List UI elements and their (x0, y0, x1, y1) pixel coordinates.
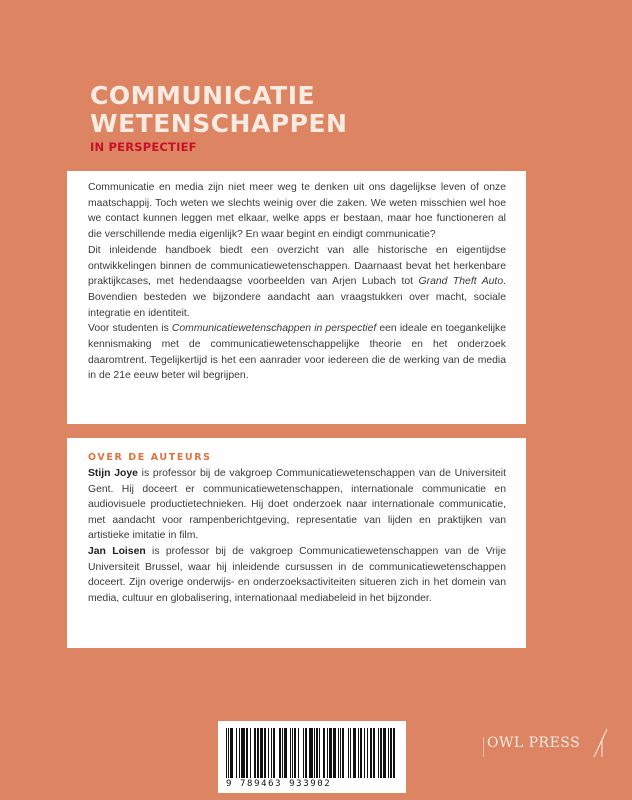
blurb-p2-text-b: . Bovendien besteden we bijzondere aandacht aan vraagstukken over macht, sociale integratie en identiteit. (88, 276, 506, 319)
blurb-panel (67, 171, 526, 424)
isbn-barcode (218, 721, 406, 793)
title-line-2: WETENSCHAPPEN (90, 109, 348, 138)
blurb-p3-text-a: Voor studenten is (88, 323, 172, 335)
blurb-p3-italic: Communicatiewetenschappen in perspectief (171, 323, 377, 335)
title-line-1: COMMUNICATIE (90, 81, 316, 110)
book-title (90, 82, 347, 155)
author-1-bio (88, 466, 506, 544)
publisher-name: OWL PRESS (487, 735, 581, 751)
book-subtitle: IN PERSPECTIEF (90, 140, 197, 154)
publisher-logo (483, 727, 613, 763)
authors-panel (67, 438, 526, 648)
blurb-paragraph-3 (88, 321, 506, 384)
author-1-name: Stijn Joye (88, 468, 138, 479)
barcode-bars (226, 728, 398, 778)
blurb-p2-italic: Grand Theft Auto (418, 276, 504, 288)
authors-heading: OVER DE AUTEURS (88, 452, 212, 463)
isbn-number: 9 789463 933902 (226, 779, 332, 789)
author-2-name: Jan Loisen (88, 545, 146, 557)
author-1-text: is professor bij de vakgroep Communicatiewetenschappen van de Universiteit Gent. Hij doceert er communicatiewetenschappen, internationale communicatie en audiovisuele productietechnieken. Hij doet onderzoek naar internationale communicatie, met aandacht voor rampenberichtgeving, representatie van lijden en praktijken van artistieke imitatie in film. (88, 468, 506, 542)
blurb-paragraph-1: Communicatie en media zijn niet meer weg te denken uit ons dagelijkse leven of onze maatschappij. Toch weten we slechts weinig over die zaken. We weten misschien wel hoe we contact kunnen leggen met elkaar, welke apps er bestaan, maar hoe functioneren al die verschillende media eigenlijk? En waar begint en eindigt communicatie? (88, 182, 506, 241)
blurb-paragraph-2 (88, 243, 506, 322)
author-2-text: is professor bij de vakgroep Communicatiewetenschappen van de Vrije Universiteit Brussel, waar hij inleidende cursussen in de communicatiewetenschappen doceert. Zijn overige onderwijs- en onderzoeksactiviteiten situeren zich in het domein van media, cultuur en globalisering, internationaal mediabeleid in het bijzonder. (88, 545, 507, 604)
blurb-p3-text-b: een ideale en toegankelijke kennismaking met de communicatiewetenschappelijke theorie en het onderzoek daaromtrent. Tegelijkertijd is het een aanrader voor iedereen die de werking van de media in de 21e eeuw beter wil begrijpen. (88, 323, 507, 382)
author-2-bio (88, 544, 506, 606)
blurb-p2-text-a: Dit inleidende handboek biedt een overzicht van alle historische en eigentijdse ontwikkelingen binnen de communicatiewetenschappen. Daarnaast bevat het herkenbare praktijkcases, met hedendaagse voorbeelden van Arjen Lubach tot (88, 244, 506, 288)
